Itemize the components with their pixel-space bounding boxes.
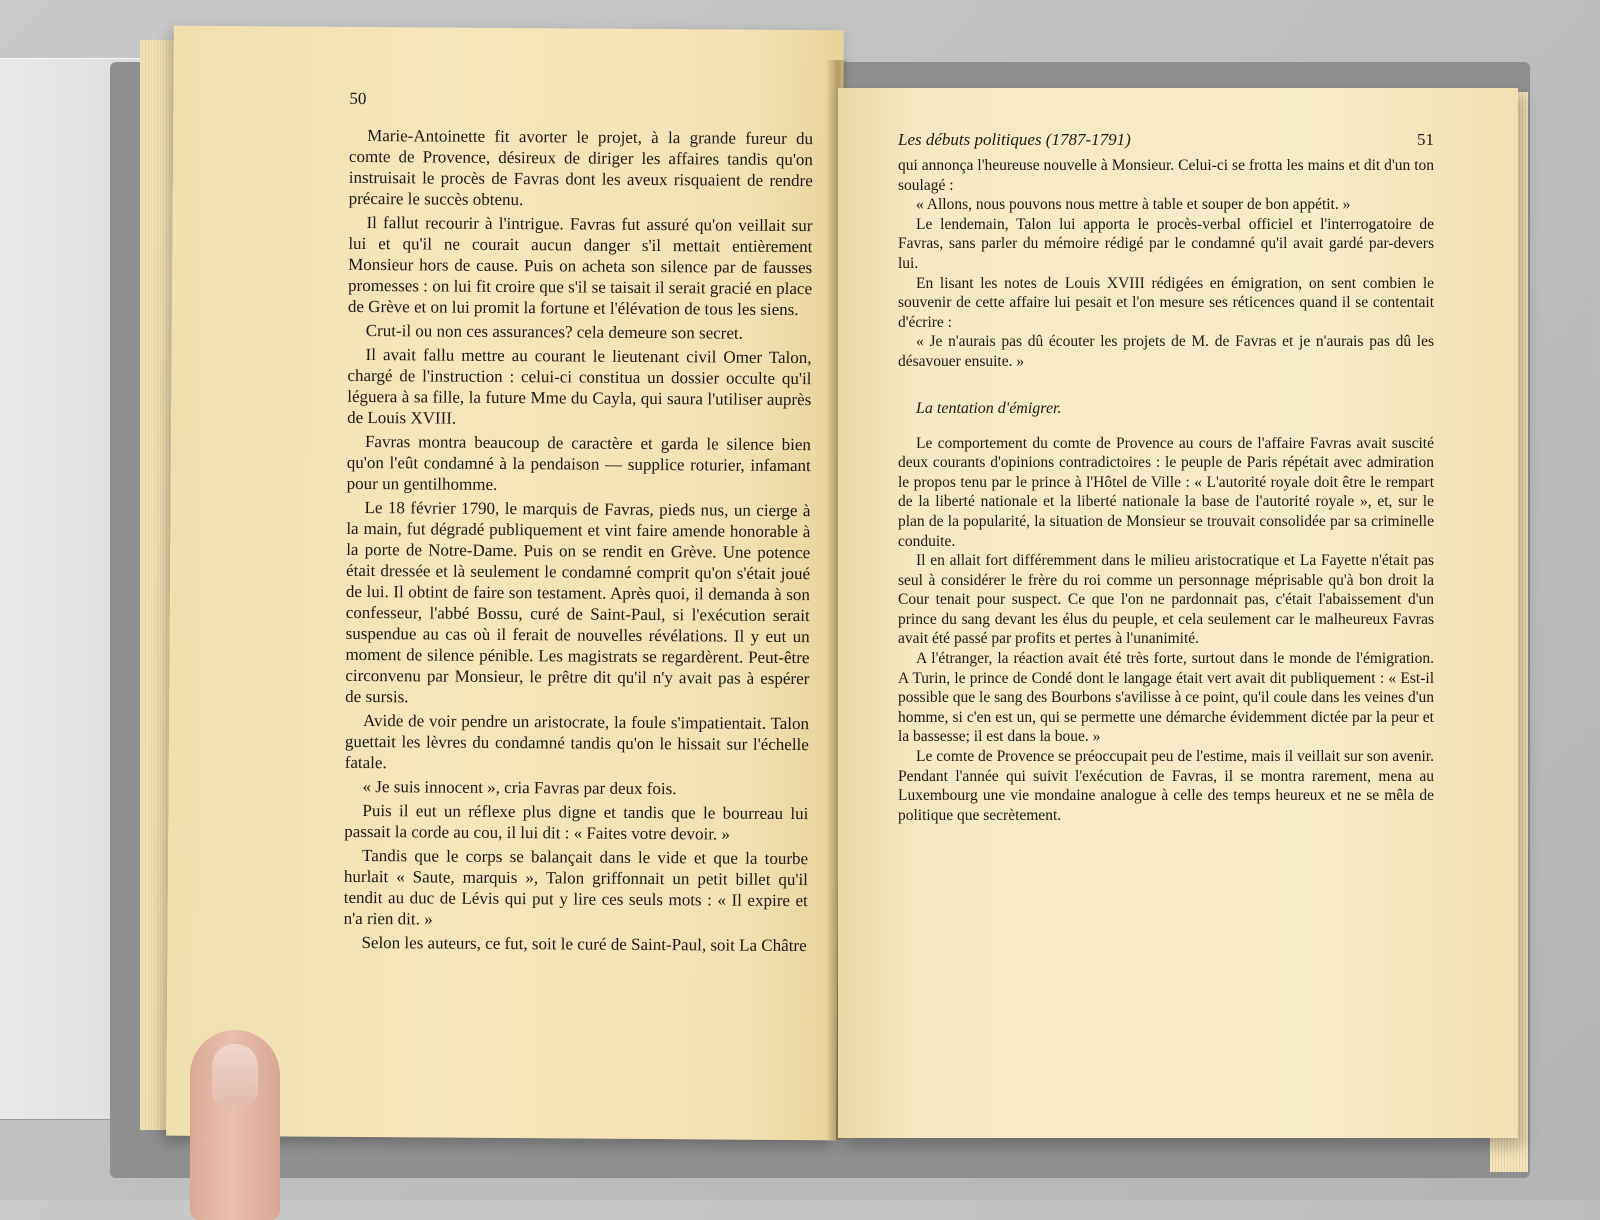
page-number: 50 [349, 88, 367, 109]
thumbnail-nail [212, 1044, 258, 1106]
right-page-text [898, 156, 1434, 825]
paragraph: qui annonça l'heureuse nouvelle à Monsieur. Celui-ci se frotta les mains et dit d'un ton soulagé : [898, 157, 1434, 194]
paragraph: Il en allait fort différemment dans le milieu aristocratique et La Fayette n'était pas seul à considérer le frère du roi comme un personnage méprisable qu'à bon droit la Cour tenait pour suspect. Ce que l'on ne pardonnait pas, c'était l'abaissement d'un prince du sang devant les élus du peuple, et cela seulement car le malheureux Favras avait été passé par profits et pertes à l'unanimité. [898, 552, 1434, 648]
paragraph: A l'étranger, la réaction avait été très forte, surtout dans le monde de l'émigration. A Turin, le prince de Condé dont le langage était vert avait dit publiquement : « Est-il possible que le sang des Bourbons s'avilisse à ce point, qu'il coule dans les veines d'un homme, si c'en est un, qui se permette une démarche évidemment dictée par la peur et la bassesse; il est dans la boue. » [898, 650, 1434, 746]
paragraph: En lisant les notes de Louis XVIII rédigées en émigration, on sent combien le souvenir de cette affaire lui pesait et l'on mesure ses réticences quand il se contentait d'écrire : [898, 274, 1434, 331]
paragraph: Le comte de Provence se préoccupait peu de l'estime, mais il veillait sur son avenir. Pendant l'année qui suivit l'exécution de Favras, il se montra rarement, mena au Luxembourg une vie mondaine analogue à celle des temps heureux et ne se mêla de politique que secrètement. [898, 748, 1434, 824]
left-page [166, 26, 844, 1141]
running-title: Les débuts politiques (1787-1791) [898, 130, 1131, 149]
paragraph: Le 18 février 1790, le marquis de Favras, pieds nus, un cierge à la main, fut dégradé publiquement et vint faire amende honorable à la porte de Notre-Dame. Puis on se rendit en Grève. Une potence était dressée et là seulement le condamné comprit qu'on s'était joué de lui. Il obtint de faire son testament. Après quoi, il demanda à son confesseur, l'abbé Bossu, curé de Saint-Paul, si l'exécution serait suspendue au cas où il ferait de nouvelles révélations. Il y eut un moment de silence pénible. Les magistrats se regardèrent. Peut-être circonvenu par Monsieur, le prêtre dit qu'il n'y avait pas à espérer de sursis. [345, 498, 811, 707]
holding-thumb [190, 1030, 280, 1220]
paragraph: « Je suis innocent », cria Favras par deux fois. [362, 777, 677, 799]
left-page-text [343, 125, 813, 956]
paragraph: Il fallut recourir à l'intrigue. Favras fut assuré qu'on veillait sur lui et qu'il ne courait aucun danger s'il mettait entièrement Monsieur hors de cause. Puis on acheta son silence par de fausses promesses : on lui fit croire que s'il se taisait il serait gracié en place de Grève et on lui promit la fortune et l'élévation de tous les siens. [347, 213, 813, 320]
paragraph: Crut-il ou non ces assurances? cela demeure son secret. [365, 321, 743, 343]
paragraph: Il avait fallu mettre au courant le lieutenant civil Omer Talon, chargé de l'instruction : celui-ci constitua un dossier occulte qu'il léguera à sa fille, la future Mme du Cayla, qui saura l'utiliser auprès de Louis XVIII. [347, 345, 812, 428]
paragraph: « Je n'aurais pas dû écouter les projets de M. de Favras et je n'aurais pas dû les désavouer ensuite. » [898, 333, 1434, 370]
paragraph: Puis il eut un réflexe plus digne et tandis que le bourreau lui passait la corde au cou, il lui dit : « Faites votre devoir. » [344, 801, 809, 844]
paragraph: Le comportement du comte de Provence au cours de l'affaire Favras avait suscité deux courants d'opinions contradictoires : le peuple de Paris répétait avec admiration le propos tenu par le prince à l'Hôtel de Ville : « L'autorité royale doit être le rempart de la liberté nationale et la liberté nationale la base de l'autorité royale », et, sur le plan de la popularité, la situation de Monsieur se trouvait consolidée par sa criminelle conduite. [898, 434, 1434, 550]
paragraph: Le lendemain, Talon lui apporta le procès-verbal officiel et l'interrogatoire de Favras, sans parler du mémoire rédigé par le condamné qu'il avait gardé par-devers lui. [898, 215, 1434, 272]
paragraph: Selon les auteurs, ce fut, soit le curé de Saint-Paul, soit La Châtre [361, 933, 807, 956]
paragraph: Tandis que le corps se balançait dans le vide et que la tourbe hurlait « Saute, marquis », Talon griffonnait un petit billet qu'il tendit au duc de Lévis qui put y lire ces seuls mots : « Il expire et n'a rien dit. » [343, 846, 809, 929]
section-heading: La tentation d'émigrer. [916, 399, 1062, 417]
paragraph: Avide de voir pendre un aristocrate, la foule s'impatientait. Talon guettait les lèvres du condamné tandis qu'on le hissait sur l'échelle fatale. [344, 711, 810, 773]
paragraph: Favras montra beaucoup de caractère et garda le silence bien qu'on l'eût condamné à la pendaison — supplice roturier, infamant pour un gentilhomme. [346, 432, 812, 494]
paragraph: Marie-Antoinette fit avorter le projet, à la grande fureur du comte de Provence, désireux de diriger les affaires tandis qu'on instruisait le procès de Favras dont les aveux risquaient de rendre précaire le succès obtenu. [348, 126, 814, 210]
paragraph: « Allons, nous pouvons nous mettre à table et souper de bon appétit. » [916, 196, 1351, 214]
right-page [838, 88, 1518, 1138]
page-number: 51 [1417, 130, 1434, 149]
running-head [898, 130, 1434, 150]
